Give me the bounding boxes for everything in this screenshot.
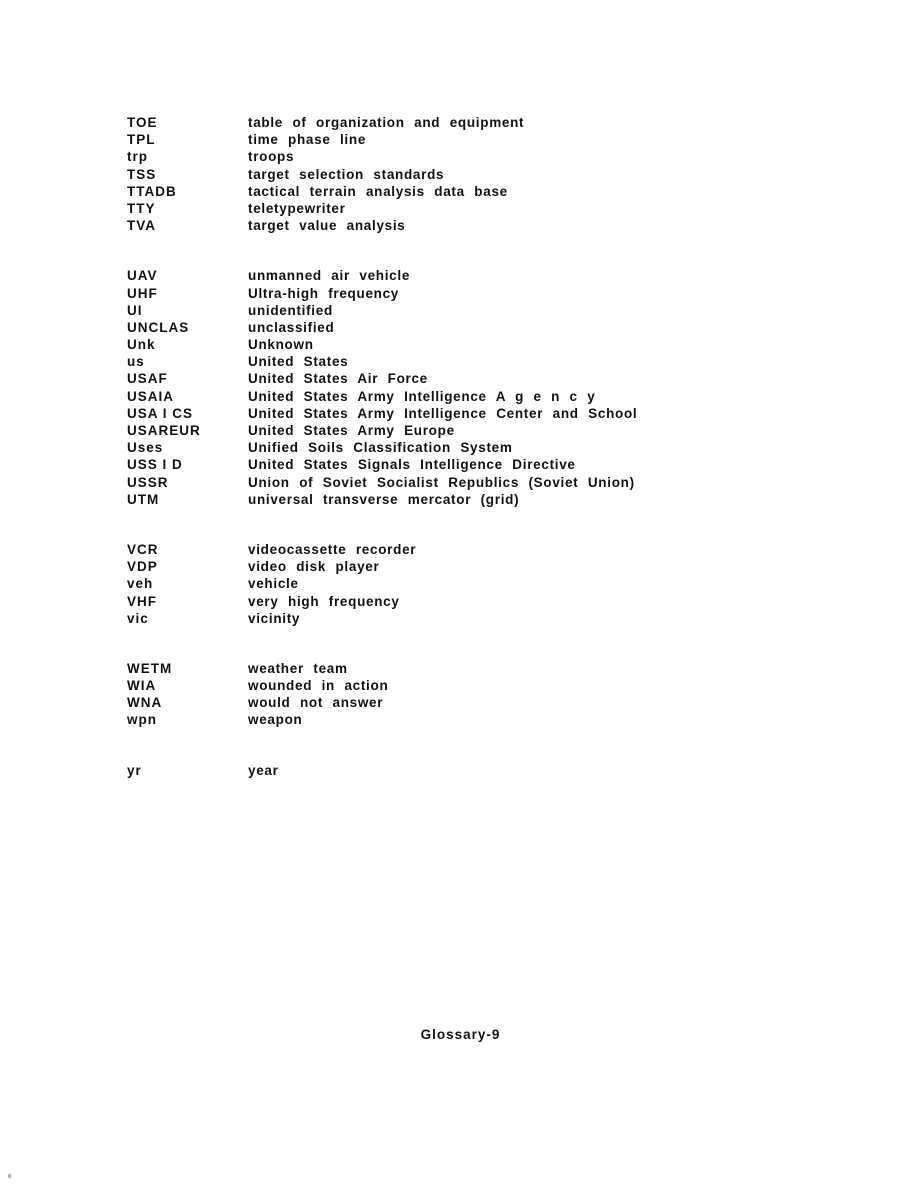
glossary-row [127,593,827,610]
abbreviation: wpn [127,712,157,728]
definition: would not answer [248,695,384,711]
abbreviation: Uses [127,440,164,456]
definition: tactical terrain analysis data base [248,183,508,199]
glossary-section [127,541,827,627]
glossary-section [127,660,827,729]
definition: target selection standards [248,166,445,182]
glossary-row [127,336,827,353]
abbreviation: Unk [127,337,156,353]
glossary-row [127,200,827,217]
abbreviation: USSR [127,474,169,490]
abbreviation: USAREUR [127,423,201,438]
glossary-row [127,456,827,473]
abbreviation: WIA [127,678,157,694]
definition: weather team [248,660,348,676]
definition: United States Signals Intelligence Directive [248,457,576,473]
abbreviation: USA I CS [127,405,194,421]
definition: videocassette recorder [248,541,417,557]
glossary-section [127,762,827,779]
glossary-row [127,474,827,491]
glossary-content [127,114,827,812]
glossary-row [127,183,827,200]
definition: United States [248,354,349,370]
abbreviation: TVA [127,218,156,234]
abbreviation: us [127,354,145,370]
glossary-row [127,677,827,694]
abbreviation: trp [127,149,148,165]
definition: wounded in action [248,678,389,694]
definition: table of organization and equipment [248,115,525,130]
glossary-row [127,694,827,711]
definition: teletypewriter [248,200,346,216]
abbreviation: veh [127,576,154,592]
definition: troops [248,149,295,165]
glossary-row [127,405,827,422]
abbreviation: UI [127,302,143,318]
glossary-row [127,148,827,165]
glossary-row [127,285,827,302]
definition: weapon [248,712,303,728]
glossary-section [127,267,827,508]
abbreviation: UHF [127,285,158,301]
abbreviation: UNCLAS [127,319,190,335]
definition: United States Army Europe [248,423,455,438]
abbreviation: WNA [127,695,163,711]
definition: video disk player [248,559,380,575]
scan-artifact-dot [8,1174,11,1178]
glossary-row [127,267,827,284]
abbreviation: TPL [127,132,156,148]
glossary-row [127,353,827,370]
glossary-row [127,422,827,439]
definition: year [248,762,279,778]
definition: Unknown [248,337,314,353]
abbreviation: TOE [127,115,158,130]
glossary-row [127,558,827,575]
abbreviation: USS I D [127,457,183,473]
glossary-row [127,711,827,728]
definition: United States Army Intelligence Center and School [248,405,638,421]
glossary-section [127,114,827,234]
definition: unidentified [248,302,333,318]
glossary-row [127,541,827,558]
glossary-row [127,762,827,779]
abbreviation: WETM [127,660,173,676]
glossary-row [127,319,827,336]
abbreviation: TSS [127,166,157,182]
glossary-row [127,370,827,387]
definition: target value analysis [248,218,406,234]
definition: unmanned air vehicle [248,268,411,284]
definition: Ultra-high frequency [248,285,400,301]
abbreviation: USAF [127,371,168,387]
glossary-row [127,217,827,234]
abbreviation: TTADB [127,183,177,199]
definition: very high frequency [248,593,400,609]
glossary-row [127,660,827,677]
definition: vehicle [248,576,299,592]
definition: United States Army Intelligence A g e n c y [248,388,596,404]
glossary-row [127,439,827,456]
abbreviation: USAIA [127,388,175,404]
abbreviation: UAV [127,268,158,284]
page-footer-label: Glossary-9 [420,1027,501,1042]
abbreviation: vic [127,610,149,626]
glossary-row [127,131,827,148]
definition: Union of Soviet Socialist Republics (Soviet Union) [248,474,635,490]
glossary-row [127,166,827,183]
definition: Unified Soils Classification System [248,440,513,456]
abbreviation: VHF [127,593,157,609]
glossary-row [127,491,827,508]
definition: United States Air Force [248,371,428,387]
definition: vicinity [248,610,301,626]
abbreviation: UTM [127,491,160,507]
glossary-row [127,302,827,319]
glossary-row [127,114,827,131]
glossary-row [127,610,827,627]
abbreviation: VDP [127,559,158,575]
glossary-row [127,575,827,592]
definition: unclassified [248,319,335,335]
abbreviation: VCR [127,541,159,557]
abbreviation: TTY [127,200,156,216]
glossary-row [127,388,827,405]
definition: time phase line [248,132,367,148]
abbreviation: yr [127,762,142,778]
definition: universal transverse mercator (grid) [248,491,520,507]
